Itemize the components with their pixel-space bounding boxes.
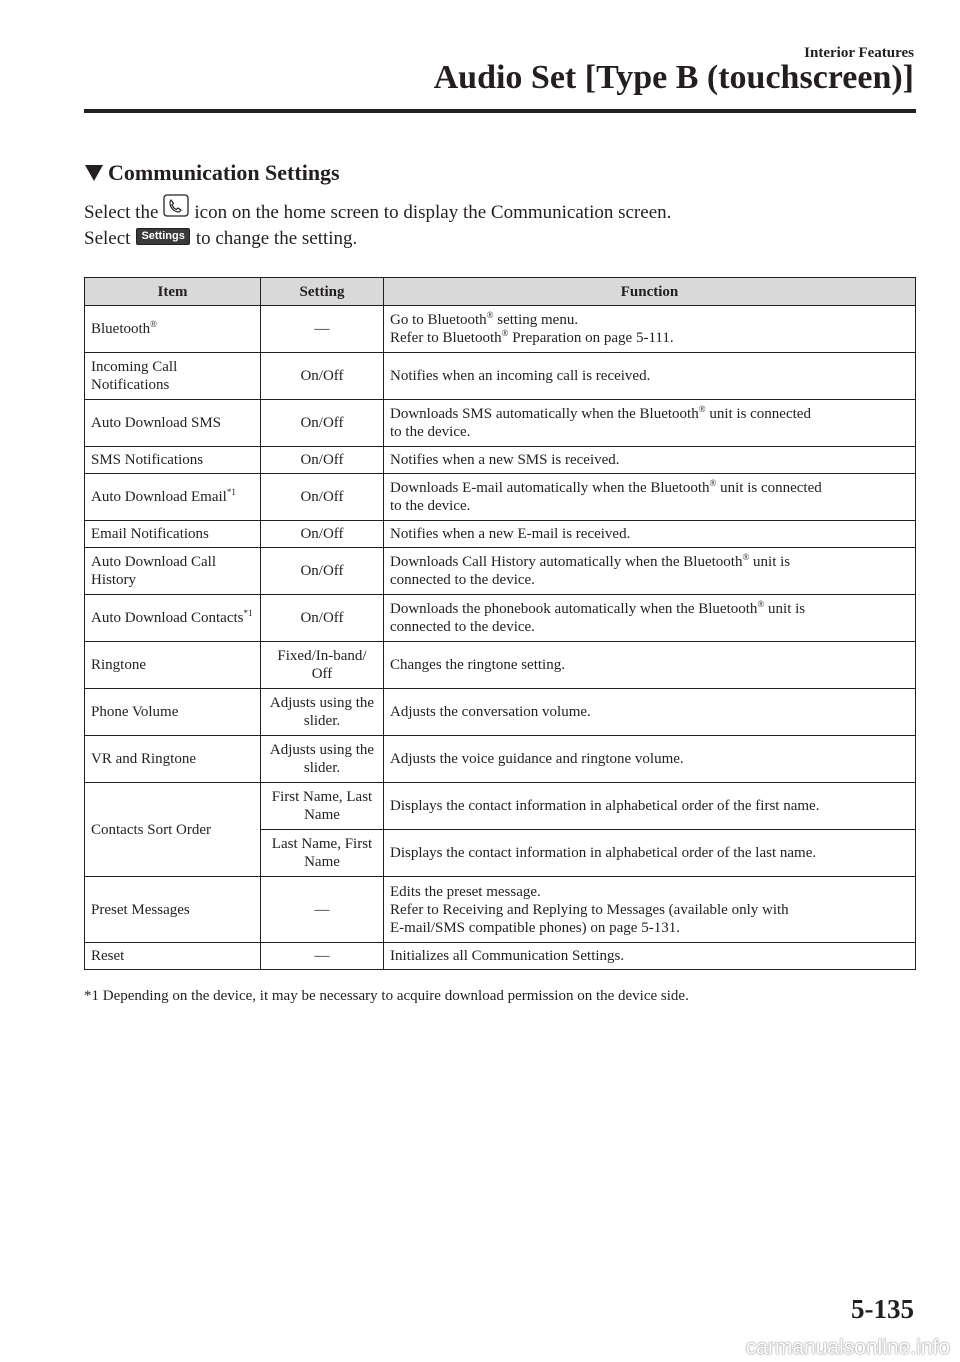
intro-line-2	[84, 226, 357, 252]
function-text: Notifies when a new SMS is received.	[390, 452, 620, 468]
function-text: Displays the contact information in alphabetical order of the last name.	[390, 845, 817, 861]
function-line	[390, 423, 909, 441]
intro-line-2-start: Select	[84, 228, 131, 249]
registered-mark: ®	[698, 404, 706, 414]
table-row	[85, 400, 916, 447]
triangle-down-icon	[84, 163, 104, 183]
table-row	[85, 548, 916, 595]
cell-setting	[261, 400, 384, 447]
function-text-continued: unit is	[749, 554, 791, 570]
cell-item-text: Incoming Call Notifications	[91, 359, 178, 393]
function-text: Downloads the phonebook automatically when the Bluetooth	[390, 601, 758, 617]
function-text: to the device.	[390, 424, 471, 440]
cell-setting-text: On/Off	[300, 452, 344, 468]
table-row	[85, 783, 916, 830]
function-text: Edits the preset message.	[390, 883, 541, 900]
registered-mark: ®	[742, 552, 750, 562]
function-text: Downloads Call History automatically when the Bluetooth	[390, 554, 743, 570]
function-text: connected to the device.	[390, 619, 535, 635]
cell-item	[85, 642, 261, 689]
header-divider	[84, 109, 916, 113]
cell-setting	[261, 783, 384, 830]
footnote: *1 Depending on the device, it may be necessary to acquire download permission on the device side.	[84, 988, 689, 1004]
cell-item-text: Auto Download SMS	[91, 415, 222, 431]
cell-setting	[261, 548, 384, 595]
table-row	[85, 877, 916, 943]
cell-item-text: Reset	[91, 948, 125, 964]
cell-function	[384, 474, 916, 521]
function-line	[390, 405, 909, 423]
table-header-row	[85, 278, 916, 306]
function-line	[390, 600, 909, 618]
function-line	[390, 525, 909, 543]
intro-line-1-end: icon on the home screen to display the Communication screen.	[194, 202, 672, 223]
table-body	[85, 306, 916, 970]
function-text: E-mail/SMS compatible phones) on page 5-131.	[390, 919, 680, 936]
function-text-continued: unit is	[764, 601, 806, 617]
function-text: connected to the device.	[390, 572, 535, 588]
cell-setting	[261, 830, 384, 877]
cell-item-text: Auto Download Email	[91, 489, 227, 505]
function-text: Go to Bluetooth	[390, 312, 487, 328]
cell-setting	[261, 642, 384, 689]
cell-function	[384, 783, 916, 830]
cell-item	[85, 595, 261, 642]
communication-settings-table	[84, 277, 916, 970]
cell-setting-text: —	[314, 321, 330, 337]
cell-item-text: Auto Download Call History	[91, 554, 216, 588]
function-text: Notifies when a new E-mail is received.	[390, 526, 631, 542]
section-heading-text: Communication Settings	[108, 160, 340, 185]
function-line	[390, 571, 909, 589]
item-superscript: *1	[226, 487, 236, 497]
cell-function	[384, 877, 916, 943]
intro-line-2-end: to change the setting.	[195, 228, 358, 249]
cell-item-text: SMS Notifications	[91, 452, 204, 468]
registered-mark: ®	[757, 599, 765, 609]
cell-setting	[261, 474, 384, 521]
cell-item-text: VR and Ringtone	[91, 751, 196, 767]
function-text-continued: Preparation on page 5-111.	[508, 330, 674, 346]
cell-item-text: Preset Messages	[91, 901, 190, 918]
function-line	[390, 901, 909, 919]
function-text: to the device.	[390, 498, 471, 514]
column-header-setting: Setting	[261, 278, 384, 306]
function-line	[390, 883, 909, 901]
column-header-item: Item	[85, 278, 261, 306]
function-line	[390, 656, 909, 674]
cell-item	[85, 521, 261, 548]
cell-setting	[261, 736, 384, 783]
function-text: Adjusts the conversation volume.	[390, 704, 591, 720]
cell-function	[384, 943, 916, 970]
cell-setting-text: On/Off	[300, 526, 344, 542]
cell-setting-text: Fixed/In-band/ Off	[277, 648, 367, 682]
cell-function	[384, 830, 916, 877]
function-text: Downloads SMS automatically when the Bluetooth	[390, 406, 699, 422]
cell-setting-text: Last Name, First Name	[271, 836, 373, 870]
cell-function	[384, 736, 916, 783]
function-line	[390, 844, 909, 862]
table-row	[85, 736, 916, 783]
cell-item	[85, 548, 261, 595]
cell-item	[85, 400, 261, 447]
cell-setting-text: —	[314, 948, 330, 964]
cell-setting	[261, 877, 384, 943]
function-line	[390, 797, 909, 815]
function-line	[390, 479, 909, 497]
page-number: 5-135	[851, 1294, 914, 1324]
cell-function	[384, 447, 916, 474]
cell-setting	[261, 521, 384, 548]
cell-item	[85, 306, 261, 353]
cell-item-text: Auto Download Contacts	[91, 610, 244, 626]
cell-function	[384, 521, 916, 548]
item-superscript: *1	[243, 608, 253, 618]
table-row	[85, 474, 916, 521]
function-text: Downloads E-mail automatically when the Bluetooth	[390, 480, 710, 496]
cell-setting-text: Adjusts using the slider.	[269, 742, 375, 776]
function-line	[390, 750, 909, 768]
table-row	[85, 943, 916, 970]
function-text: Changes the ringtone setting.	[390, 657, 565, 673]
cell-item-text: Contacts Sort Order	[91, 821, 211, 838]
cell-setting-text: Adjusts using the slider.	[269, 695, 375, 729]
cell-setting	[261, 306, 384, 353]
cell-function	[384, 353, 916, 400]
cell-setting-text: First Name, Last Name	[271, 789, 373, 823]
cell-setting	[261, 353, 384, 400]
function-text-continued: unit is connected	[716, 480, 822, 496]
cell-setting	[261, 943, 384, 970]
function-line	[390, 618, 909, 636]
function-line	[390, 329, 909, 347]
item-superscript: ®	[150, 319, 158, 329]
intro-line-1	[84, 200, 671, 226]
table-row	[85, 521, 916, 548]
cell-item	[85, 353, 261, 400]
table-row	[85, 642, 916, 689]
cell-item	[85, 877, 261, 943]
cell-item	[85, 474, 261, 521]
header-section-label: Interior Features	[804, 45, 914, 61]
function-line	[390, 451, 909, 469]
cell-item-text: Ringtone	[91, 657, 146, 673]
registered-mark: ®	[501, 328, 509, 338]
phone-icon	[161, 194, 191, 220]
table-row	[85, 689, 916, 736]
cell-item	[85, 783, 261, 877]
cell-setting-text: On/Off	[300, 610, 344, 626]
table-row	[85, 447, 916, 474]
function-text: Initializes all Communication Settings.	[390, 948, 625, 964]
cell-setting-text: On/Off	[300, 563, 344, 579]
function-text-continued: setting menu.	[493, 312, 579, 328]
function-line	[390, 311, 909, 329]
cell-setting	[261, 689, 384, 736]
function-line	[390, 553, 909, 571]
cell-setting	[261, 447, 384, 474]
cell-item-text: Phone Volume	[91, 704, 179, 720]
function-line	[390, 703, 909, 721]
cell-item-text: Email Notifications	[91, 526, 209, 542]
cell-setting-text: On/Off	[300, 489, 344, 505]
registered-mark: ®	[486, 310, 494, 320]
function-line	[390, 947, 909, 965]
function-line	[390, 367, 909, 385]
function-text: Adjusts the voice guidance and ringtone volume.	[390, 751, 684, 767]
cell-function	[384, 689, 916, 736]
cell-item	[85, 447, 261, 474]
function-text: Displays the contact information in alphabetical order of the first name.	[390, 798, 820, 814]
column-header-function: Function	[384, 278, 916, 306]
intro-line-1-start: Select the	[84, 202, 159, 223]
cell-function	[384, 642, 916, 689]
table-row	[85, 306, 916, 353]
page-title: Audio Set [Type B (touchscreen)]	[433, 59, 914, 96]
cell-function	[384, 595, 916, 642]
table-row	[85, 353, 916, 400]
cell-item-text: Bluetooth	[91, 321, 151, 337]
function-line	[390, 919, 909, 937]
cell-function	[384, 306, 916, 353]
function-text: Refer to Bluetooth	[390, 330, 502, 346]
cell-setting-text: On/Off	[300, 368, 344, 384]
function-text: Refer to Receiving and Replying to Messages (available only with	[390, 901, 789, 918]
cell-setting	[261, 595, 384, 642]
cell-item	[85, 943, 261, 970]
function-text-continued: unit is connected	[705, 406, 811, 422]
settings-button-graphic: Settings	[136, 228, 189, 245]
registered-mark: ®	[709, 478, 717, 488]
section-heading	[84, 158, 340, 188]
function-text: Notifies when an incoming call is received.	[390, 368, 651, 384]
cell-function	[384, 400, 916, 447]
function-line	[390, 497, 909, 515]
cell-item	[85, 736, 261, 783]
cell-item	[85, 689, 261, 736]
cell-setting-text: —	[314, 901, 330, 918]
table-row	[85, 595, 916, 642]
watermark: carmanualsonline.info	[745, 1336, 950, 1359]
cell-function	[384, 548, 916, 595]
cell-setting-text: On/Off	[300, 415, 344, 431]
